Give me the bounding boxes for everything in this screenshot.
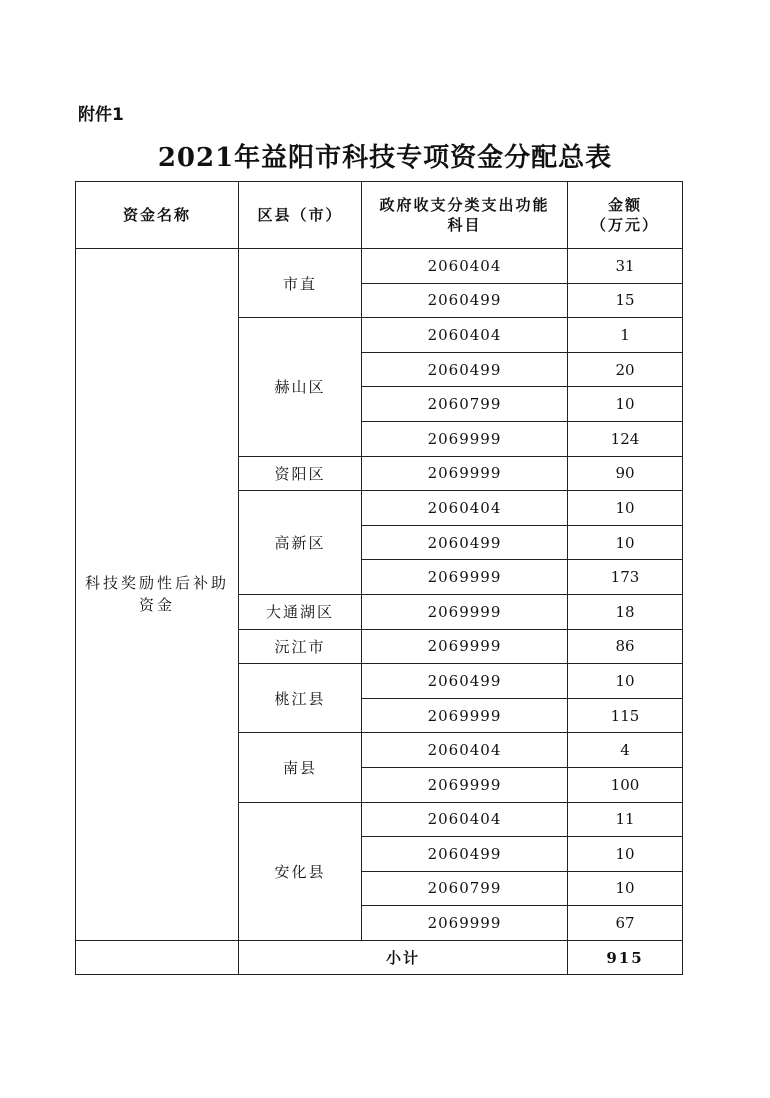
amount-cell: 10 bbox=[568, 837, 683, 872]
subject-code-cell: 2060499 bbox=[362, 352, 568, 387]
header-amount-line2: （万元） bbox=[590, 216, 659, 234]
amount-cell: 100 bbox=[568, 767, 683, 802]
header-subject bbox=[362, 182, 568, 249]
county-cell: 桃江县 bbox=[239, 664, 362, 733]
subject-code-cell: 2060499 bbox=[362, 664, 568, 699]
amount-cell: 1 bbox=[568, 318, 683, 353]
amount-cell: 10 bbox=[568, 525, 683, 560]
subtotal-amount: 915 bbox=[568, 940, 683, 975]
subject-code-cell: 2069999 bbox=[362, 767, 568, 802]
subject-code-cell: 2069999 bbox=[362, 421, 568, 456]
table-header-row bbox=[76, 182, 683, 249]
amount-cell: 124 bbox=[568, 421, 683, 456]
county-cell: 高新区 bbox=[239, 491, 362, 595]
table-row bbox=[76, 249, 683, 284]
amount-cell: 90 bbox=[568, 456, 683, 491]
allocation-table bbox=[75, 181, 683, 975]
amount-cell: 10 bbox=[568, 387, 683, 422]
amount-cell: 18 bbox=[568, 594, 683, 629]
subject-code-cell: 2060404 bbox=[362, 318, 568, 353]
subject-code-cell: 2060799 bbox=[362, 387, 568, 422]
amount-cell: 4 bbox=[568, 733, 683, 768]
subject-code-cell: 2069999 bbox=[362, 629, 568, 664]
subtotal-label: 小计 bbox=[239, 940, 568, 975]
amount-cell: 31 bbox=[568, 249, 683, 284]
amount-cell: 10 bbox=[568, 871, 683, 906]
header-subject-line2: 科目 bbox=[447, 216, 482, 234]
amount-cell: 15 bbox=[568, 283, 683, 318]
subject-code-cell: 2069999 bbox=[362, 906, 568, 941]
amount-cell: 67 bbox=[568, 906, 683, 941]
header-subject-line1: 政府收支分类支出功能 bbox=[379, 196, 550, 214]
subject-code-cell: 2060499 bbox=[362, 525, 568, 560]
table-body bbox=[76, 249, 683, 975]
amount-cell: 10 bbox=[568, 664, 683, 699]
subtotal-empty-cell bbox=[76, 940, 239, 975]
subject-code-cell: 2060404 bbox=[362, 491, 568, 526]
county-cell: 沅江市 bbox=[239, 629, 362, 664]
amount-cell: 115 bbox=[568, 698, 683, 733]
subject-code-cell: 2060404 bbox=[362, 249, 568, 284]
subject-code-cell: 2060404 bbox=[362, 733, 568, 768]
amount-cell: 10 bbox=[568, 491, 683, 526]
subject-code-cell: 2069999 bbox=[362, 698, 568, 733]
attachment-label: 附件1 bbox=[78, 105, 124, 125]
subject-code-cell: 2060799 bbox=[362, 871, 568, 906]
subject-code-cell: 2069999 bbox=[362, 456, 568, 491]
subject-code-cell: 2060499 bbox=[362, 837, 568, 872]
county-cell: 资阳区 bbox=[239, 456, 362, 491]
fund-name-cell: 科技奖励性后补助资金 bbox=[76, 249, 239, 941]
header-fund-name: 资金名称 bbox=[76, 182, 239, 249]
county-cell: 南县 bbox=[239, 733, 362, 802]
header-amount bbox=[568, 182, 683, 249]
amount-cell: 86 bbox=[568, 629, 683, 664]
amount-cell: 11 bbox=[568, 802, 683, 837]
county-cell: 安化县 bbox=[239, 802, 362, 940]
header-county: 区县（市） bbox=[239, 182, 362, 249]
subject-code-cell: 2069999 bbox=[362, 560, 568, 595]
subject-code-cell: 2069999 bbox=[362, 594, 568, 629]
county-cell: 市直 bbox=[239, 249, 362, 318]
county-cell: 赫山区 bbox=[239, 318, 362, 456]
subtotal-row bbox=[76, 940, 683, 975]
header-amount-line1: 金额 bbox=[607, 196, 642, 214]
amount-cell: 20 bbox=[568, 352, 683, 387]
subject-code-cell: 2060404 bbox=[362, 802, 568, 837]
amount-cell: 173 bbox=[568, 560, 683, 595]
subject-code-cell: 2060499 bbox=[362, 283, 568, 318]
document-title: 2021年益阳市科技专项资金分配总表 bbox=[157, 143, 613, 173]
county-cell: 大通湖区 bbox=[239, 594, 362, 629]
